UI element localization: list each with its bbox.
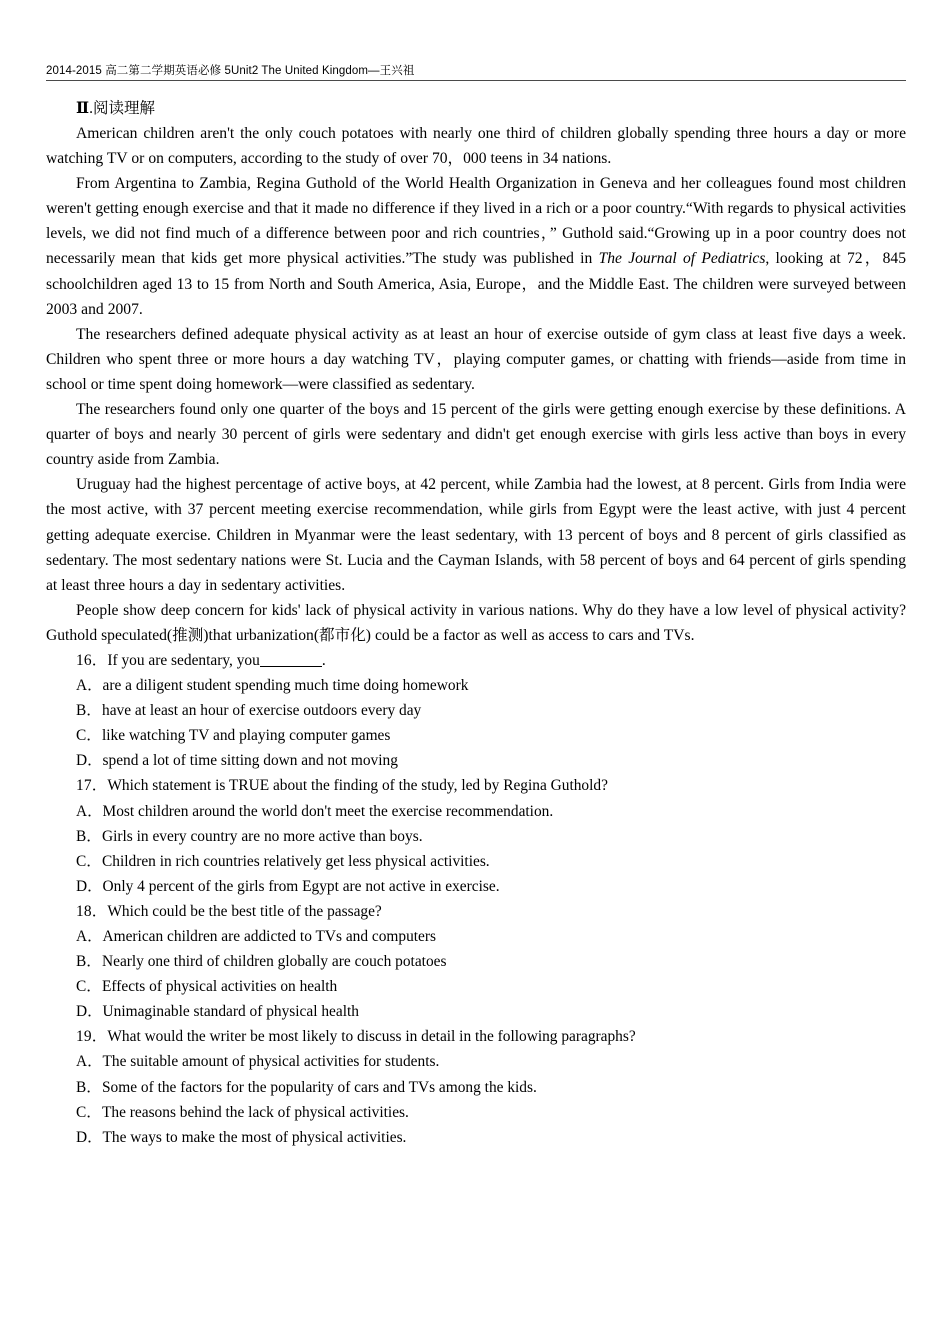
question-19-option-a[interactable] <box>46 1049 906 1074</box>
question-17-option-d[interactable] <box>46 874 906 899</box>
option-label: C． <box>76 978 102 996</box>
question-18-number: 18． <box>76 902 108 920</box>
passage-paragraph-2-head: From Argentina to Zambia, Regina Guthold of the World Health Organization in Geneva and her colleagues found most children weren't getting enough exercise and that it made no difference if they lived in a rich or a poor country.“With regards to physical activities levels, we did not find much of a difference between poor and rich countries，” Guthold said.“Growing up in a poor country does not necessarily mean that kids get more physical activities.”The study was published in <box>46 175 906 268</box>
option-text: Children in rich countries relatively get less physical activities. <box>102 852 490 870</box>
header-divider <box>46 80 906 81</box>
passage-paragraph-5: Uruguay had the highest percentage of active boys, at 42 percent, while Zambia had the lowest, at 8 percent. Girls from India were the most active, with 37 percent meeting exercise recommendation, while girls from Egypt were the least active, with just 4 percent getting adequate exercise. Children in Myanmar were the least sedentary, with 13 percent of boys and 8 percent of girls classified as sedentary. The most sedentary nations were St. Lucia and the Cayman Islands, with 58 percent of boys and 64 percent of girls spending at least three hours a day in sedentary activities. <box>46 476 906 594</box>
answer-blank[interactable] <box>260 666 322 667</box>
question-16-option-c[interactable] <box>46 723 906 748</box>
question-19-text: What would the writer be most likely to discuss in detail in the following paragraphs? <box>107 1028 636 1046</box>
section-heading <box>46 96 906 121</box>
option-label: B． <box>76 702 102 720</box>
passage-paragraph-6: People show deep concern for kids' lack of physical activity in various nations. Why do they have a low level of physical activity? Guthold speculated(推测)that urbanization(都市化) could be a factor as well as access to cars and TVs. <box>46 601 906 644</box>
option-text: Nearly one third of children globally are couch potatoes <box>102 953 447 971</box>
passage-paragraph-3: The researchers defined adequate physical activity as at least an hour of exercise outside of gym class at least five days a week. Children who spent three or more hours a day watching TV，playing computer games, or chatting with friends—aside from time in school or time spent doing homework—were classified as sedentary. <box>46 325 906 393</box>
option-label: C． <box>76 1103 102 1121</box>
question-16-option-b[interactable] <box>46 698 906 723</box>
option-label: B． <box>76 953 102 971</box>
option-text: have at least an hour of exercise outdoors every day <box>102 702 422 720</box>
question-17-text: Which statement is TRUE about the finding of the study, led by Regina Guthold? <box>107 777 608 795</box>
question-16-text: If you are sedentary, you <box>107 651 260 669</box>
document-content <box>46 96 906 1150</box>
option-label: B． <box>76 827 102 845</box>
passage-paragraph-1: American children aren't the only couch potatoes with nearly one third of children globally spending three hours a day or more watching TV or on computers, according to the study of over 70，000 teens in 34 nations. <box>46 125 906 168</box>
option-label: D． <box>76 1128 103 1146</box>
question-18-option-d[interactable] <box>46 999 906 1024</box>
option-label: A． <box>76 677 103 695</box>
option-label: D． <box>76 752 103 770</box>
option-text: The ways to make the most of physical activities. <box>102 1128 407 1146</box>
question-17-option-c[interactable] <box>46 849 906 874</box>
option-text: are a diligent student spending much time doing homework <box>102 677 469 695</box>
option-text: American children are addicted to TVs and computers <box>102 928 436 945</box>
section-numeral: Ⅱ <box>76 100 90 117</box>
question-17-option-a[interactable] <box>46 799 906 824</box>
section-heading-text: .阅读理解 <box>89 100 155 117</box>
question-16-option-d[interactable] <box>46 748 906 773</box>
option-label: D． <box>76 877 103 895</box>
question-17-number: 17． <box>76 777 108 795</box>
passage-paragraph-2-tail: , looking at 72，845 schoolchildren aged 13 to 15 from North and South America, Asia, Europe，and the Middle East. The children were surveyed between 2003 and 2007. <box>46 250 907 318</box>
option-label: A． <box>76 928 103 945</box>
option-label: B． <box>76 1078 102 1096</box>
running-header <box>46 64 906 81</box>
option-label: C． <box>76 727 102 745</box>
question-17-option-b[interactable] <box>46 824 906 849</box>
option-text: Effects of physical activities on health <box>102 978 338 996</box>
question-19-option-d[interactable] <box>46 1125 906 1150</box>
option-text: like watching TV and playing computer games <box>102 727 391 745</box>
question-18-text: Which could be the best title of the passage? <box>107 902 382 920</box>
question-19-option-c[interactable] <box>46 1100 906 1125</box>
running-header-text: 2014-2015 高二第二学期英语必修 5Unit2 The United Kingdom—王兴祖 <box>46 65 415 77</box>
question-18-option-c[interactable] <box>46 974 906 999</box>
option-text: The suitable amount of physical activities for students. <box>102 1053 440 1071</box>
question-16-option-a[interactable] <box>46 673 906 698</box>
option-label: D． <box>76 1003 103 1021</box>
option-text: spend a lot of time sitting down and not moving <box>102 752 398 770</box>
question-18-stem <box>46 899 906 924</box>
question-18-option-a[interactable] <box>46 924 906 949</box>
question-17-stem <box>46 773 906 798</box>
question-18-option-b[interactable] <box>46 949 906 974</box>
option-text: Most children around the world don't meet the exercise recommendation. <box>102 802 554 820</box>
passage-paragraph-4: The researchers found only one quarter of the boys and 15 percent of the girls were getting enough exercise by these definitions. A quarter of boys and nearly 30 percent of girls were sedentary and didn't get enough exercise with girls less active than boys in every country aside from Zambia. <box>46 401 906 469</box>
question-19-stem <box>46 1024 906 1049</box>
question-19-option-b[interactable] <box>46 1075 906 1100</box>
option-label: A． <box>76 1053 103 1071</box>
option-text: Unimaginable standard of physical health <box>102 1003 359 1021</box>
option-text: Some of the factors for the popularity of cars and TVs among the kids. <box>102 1078 537 1096</box>
option-label: A． <box>76 802 103 820</box>
option-text: Girls in every country are no more active than boys. <box>102 827 423 845</box>
option-text: Only 4 percent of the girls from Egypt are not active in exercise. <box>102 877 500 895</box>
option-label: C． <box>76 852 102 870</box>
question-16-stem <box>46 648 906 673</box>
question-19-number: 19． <box>76 1028 108 1046</box>
option-text: The reasons behind the lack of physical activities. <box>102 1103 409 1121</box>
journal-title: The Journal of Pediatrics <box>598 250 766 268</box>
question-16-number: 16． <box>76 651 108 669</box>
question-16-text-tail: . <box>321 651 326 669</box>
passage-paragraph-2 <box>46 171 906 322</box>
